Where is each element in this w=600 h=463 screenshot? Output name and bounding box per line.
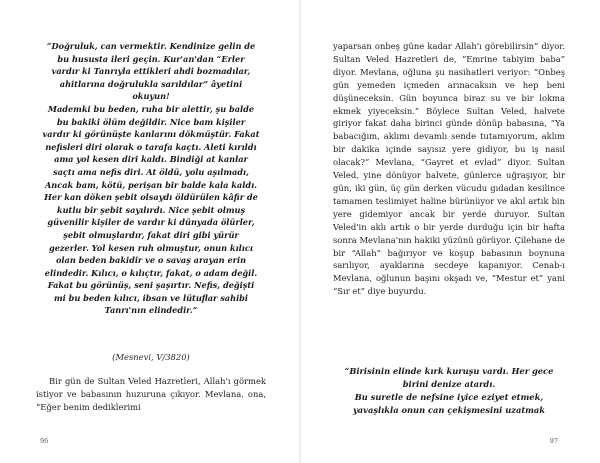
- page-number-right: 97: [549, 437, 558, 445]
- mesnevi-quote: “Doğruluk, can vermektir. Kendinize gelin de bu hususta ileri geçin. Kur'an'dan “Erler vardır ki Tanrıyla ettikleri ahdi bozmadılar, ahitlarına doğrulukla sarıldılar” âyetini okuyun! Mademki bu beden, ruha bir alettir, şu balde bu bakiki ölüm değildir. Nice bam kişiler vardır ki görünüşte kanlarını dökmüştür. Fakat nefisleri diri olarak o tarafa kaçtı. Aleti kırıldı ama yol kesen diri kaldı. Bindiği at kanlar saçtı ama nefis diri. At öldü, yolu aşılmadı, Ancak bam, kötü, perişan bir balde kala kaldı. Her kan döken şebit olsaydı öldürülen kâfir de kutlu bir şebit sayılırdı. Nice şebit olmuş güvenilir kişiler de vardır ki dünyada ölürler, şebit olmuşlardır, fakat diri gibi yürür gezerler. Yol kesen ruh olmuştur, onun kılıcı olan beden bakidir ve o savaş arayan erin elindedir. Kılıcı, o kılıçtır, fakat, o adam değil. Fakat bu görünüş, seni şaşırtır. Nefis, değişti mi bu beden kılıcı, ibsan ve lütuflar sahibi Tanrı'nın elindedir.”: [42, 41, 260, 316]
- right-page: [301, 0, 600, 463]
- closing-quote: “Birisinin elinde kırk kuruşu vardı. Her gece birini denize atardı. Bu suretle de nefsine iyice eziyet etmek, yavaşlıkla onun can çekişmesini uzatmak: [344, 366, 554, 415]
- page-number-left: 96: [40, 437, 49, 445]
- body-paragraph: Bir gün de Sultan Veled Hazretleri, Allah'ı görmek istiyor ve babasının huzuruna çıkıyor. Mevlana, ona, “Eğer benim dediklerimi: [36, 376, 266, 412]
- quote-source: (Mesnevi, V/3820): [112, 352, 190, 362]
- body-paragraph-continued: yaparsan onbeş güne kadar Allah'ı görebilirsin” diyor. Sultan Veled Hazretleri de, “Emrine tabiyim baba” diyor. Mevlana, oğluna şu nasihatleri veriyor: “Onbeş gün yemeden içmeden arınacaksın ve hep beni düşüneceksin. Gün boyunca biraz su ve bir lokma ekmek yiyeceksin.” Böylece Sultan Veled, halvete giriyor fakat daha birinci günde dönüp babasına, “Ya babacığım, aklımı devamlı sende tutamıyorum, aklım bir dakika içinde sayısız yere gidiyor, bu iş nasıl olacak?” Mevlana, “Gayret et evlad” diyor. Sultan Veled, yine dönüyor halvete, günlerce uğraşıyor, bir gün, iki gün, üç gün derken vücudu gıdadan kesilince tamamen teslimiyet haline bürünüyor ve akıl artık bin yere gidemiyor ancak bir yerde duruyor. Sultan Veled'in aklı artık o bir yerde durduğu için bir hafta sonra Mevlana'nın hakiki yüzünü görüyor. Çilehane de bir “Allah” bağırıyor ve koşup babasının boynuna sarılıyor, ayaklarına secdeye kapanıyor. Cenab-ı Mevlana, oğlunun başını okşadı ve, “Mestur et” yani “Sır et” diye buyurdu.: [333, 41, 565, 297]
